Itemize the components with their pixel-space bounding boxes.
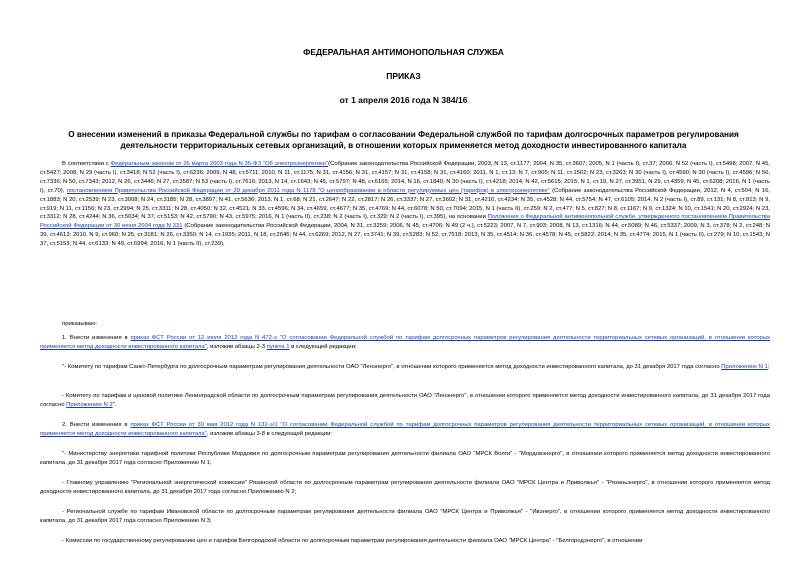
agency-heading: ФЕДЕРАЛЬНАЯ АНТИМОНОПОЛЬНАЯ СЛУЖБА [303, 47, 504, 57]
quote-2-end: ". [112, 401, 117, 408]
quote-3-paragraph: "- Министерству энергетики тарифной политики Республики Мордовия по долгосрочным параметрам регулирования деятельности филиала ОАО "МРСК Волги" - "Мордовэнерго", в отношении которого применяется метод доходности инвестированного капитала, до 31 декабря 2017 года согласно Приложению N 1; [40, 451, 770, 466]
document-title: О внесении изменений в приказы Федеральной службы по тарифам о согласовании Федеральной службой по тарифам долгосрочных параметров регулирования деятельности территориальных сетевых организаций, в отношении которых применяется метод доходности инвестированного капитала [68, 130, 739, 150]
appendix-1-link[interactable]: Приложению N 1 [721, 364, 768, 370]
preamble-text-end: (Собрание законодательства Российской Федерации, 2004, N 31, ст.3259; 2006, N 45, ст.4706; N 49 (2 ч.), ст.5223; 2007, N 7, ст.903; 2008, N 13, ст.1316; N 44, ст.5089; N 46, ст.5337; 2009, N 3, ст.378; N 2, ст.248; N 39, ст.4613; 2010, N 9, ст.960; N 25, ст.3181; N 26, ст.3350; N 14, ст.1935; 2011, N 18, ст.2645; N 44, ст.6269; 2012, N 27, ст.3741; N 39, ст.5283; N 52, ст.7518; 2013, N 35, ст.4514; N 36, ст.4578; N 45, ст.5822; 2014, N 35, ст.4774; 2015, N 1 (часть II), ст.279; N 10, ст.1543; N 37, ст.5153; N 44, ст.6133; N 49, ст.6994; 2016, N 1 (часть II), ст.239), [40, 223, 770, 248]
fas-regulation-link[interactable]: Положения о Федеральной антимонопольной службе, утвержденного постановлением Правительства Российской Федерации от 30 июня 2004 года N 331 [40, 214, 770, 230]
quote-1-text: "- Комитету по тарифам Санкт-Петербурга по долгосрочным параметрам регулирования деятельности ОАО "Ленэнерго", в отношении которого применяется метод доходности инвестированного капитала, до 31 декабря 2017 года согласно [62, 364, 722, 370]
quote-6-paragraph: - Комиссии по государственному регулированию цен и тарифов Белгородской области по долгосрочным параметрам регулирования деятельности филиала ОАО "МРСК Центра" - "Белгородэнерго", в отношении [62, 538, 643, 544]
doc-type-heading: ПРИКАЗ [386, 71, 421, 81]
date-number-heading: от 1 апреля 2016 года N 384/16 [339, 95, 468, 105]
clause-1-link[interactable]: пункта 1 [266, 343, 290, 350]
quote-2-text: - Комитету по тарифам и ценовой политике Ленинградской области по долгосрочным параметрам регулирования деятельности ОАО "Ленэнерго", в отношении которого применяется метод доходности инвестированного капитала, до 31 декабря 2017 года согласно [40, 393, 770, 408]
quote-5-paragraph: - Региональной службе по тарифам Ивановской области по долгосрочным параметрам регулирования деятельности филиала ОАО "МРСК Центра и Приволжья" - "Ивэнерго", в отношении которого применяется метод доходности инвестированного капитала, до 31 декабря 2017 года согласно Приложению N 3; [40, 509, 770, 524]
item-1-paragraph [40, 334, 770, 352]
item-2-paragraph [40, 421, 770, 439]
quote-1-paragraph [40, 363, 770, 372]
appendix-2-link[interactable]: Приложению N 2 [66, 401, 113, 408]
item-1-text-end: в следующей редакции: [289, 343, 357, 350]
preamble-text-start: В соответствии с [62, 161, 111, 167]
item-1-text-start: 1. Внести изменения в [62, 335, 131, 341]
resolution-1178-link[interactable]: постановлением Правительства Российской Федерации от 29 декабря 2011 года N 1178 "О ценообразовании в области регулируемых цен (тарифов) в электроэнергетике" [66, 187, 550, 194]
quote-2-paragraph [40, 392, 770, 410]
item-2-text-end: , изложив абзацы 3-8 в следующей редакции: [206, 430, 332, 437]
order-132e-link[interactable]: приказ ФСТ России от 30 мая 2012 года N 132-э/1 "О согласовании Федеральной службой по тарифам долгосрочных параметров регулирования деятельности территориальных сетевых организаций, в отношении которых применяется метод доходности инвестированного капитала" [40, 422, 770, 437]
order-word: приказываю: [62, 321, 98, 327]
item-1-text-mid: , изложив абзацы 2-3 [206, 343, 267, 350]
item-2-text-start: 2. Внести изменения в [62, 422, 131, 428]
preamble-text-mid2: (Собрание законодательства Российской Федерации, 2012, N 4, ст.504; N 16, ст.1883; N 20, ст.2539; N 23, ст.3008; N 24, ст.3185; N 28, ст.3897; N 41, ст.5636; 2013, N 1, ст.68; N 21, ст.2647; N 22, ст.2817; N 26, ст.3337; N 27, ст.3602; N 31, ст.4216, ст.4234; N 35, ст.4528; N 44, ст.5754; N 47, ст.6105; 2014, N 2 (часть I), ст.89, ст.131; N 8, ст.813; N 9, ст.919; N 11, ст.1156; N 23, ст.2994; N 25, ст.3311; N 28, ст.4050; N 32, ст.4521; N 33, ст.4596; N 34, ст.4659, ст.4677; N 35, ст.4769; N 44, ст.6078; N 50, ст.7094; 2015, N 1 (часть II), ст.259; N 2, ст.477; N 5, ст.827; N 8, ст.1167; N 9, ст.1324; N 10, ст.1541; N 20, ст.2924; N 23, ст.3312; N 28, ст.4244; N 36, ст.5034; N 37, ст.5153; N 42, ст.5790; N 43, ст.5975; 2016, N 1 (часть II), ст.238; N 2 (часть I), ст.329; N 2 (часть I), ст.395), на основании [40, 187, 770, 221]
quote-1-end: ; [767, 364, 770, 370]
preamble-text-mid1: (Собрание законодательства Российской Федерации, 2003, N 13, ст.1177; 2004, N 35, ст.3607; 2005, N 1 (часть I), ст.37; 2006, N 52 (часть I), ст.5498; 2007, N 45, ст.5427; 2008, N 29 (часть I), ст.3418; N 52 (часть I), ст.6236; 2009, N 48, ст.5711; 2010, N 11, ст.1175; N 31, ст.4156; N 31, ст.4157; N 31, ст.4158; N 31, ст.4160; 2011, N 1, ст.13; N 7, ст.905; N 11, ст.1502; N 23, ст.3263; N 30 (часть I), ст.4590; N 30 (часть I), ст.4596; N 50, ст.7336; N 50, ст.7343; 2012, N 26, ст.3446; N 27, ст.3587; N 53 (часть I), ст.7616; 2013, N 14, ст.1643; N 45, ст.5797; N 48, ст.6165; 2014, N 16, ст.1840; N 30 (часть I), ст.4218; 2014, N 42, ст.5615; 2015, N 1, ст.19, N 27, ст.3951, N 29, ст.4359; N 45, ст.6208; 2016, N 1 (часть I), ст.70), [40, 161, 770, 194]
quote-4-paragraph: - Главному управлению "Региональной энергетической комиссии" Рязанской области по долгосрочным параметрам регулирования деятельности филиала ОАО "МРСК Центра и Приволжья" - "Рязаньэнерго", в отношении которого применяется метод доходности инвестированного капитала, до 31 декабря 2017 года согласно Приложению N 2; [40, 480, 770, 495]
law-35fz-link[interactable]: Федеральным законом от 26 марта 2003 года N 35-ФЗ "Об электроэнергетике" [110, 161, 329, 167]
preamble-paragraph [40, 160, 770, 249]
order-472e-link[interactable]: приказ ФСТ России от 12 июля 2012 года N 472-э "О согласовании Федеральной службой по тарифам долгосрочных параметров регулирования деятельности территориальных сетевых организаций, в отношении которых применяется метод доходности инвестированного капитала" [40, 335, 770, 350]
